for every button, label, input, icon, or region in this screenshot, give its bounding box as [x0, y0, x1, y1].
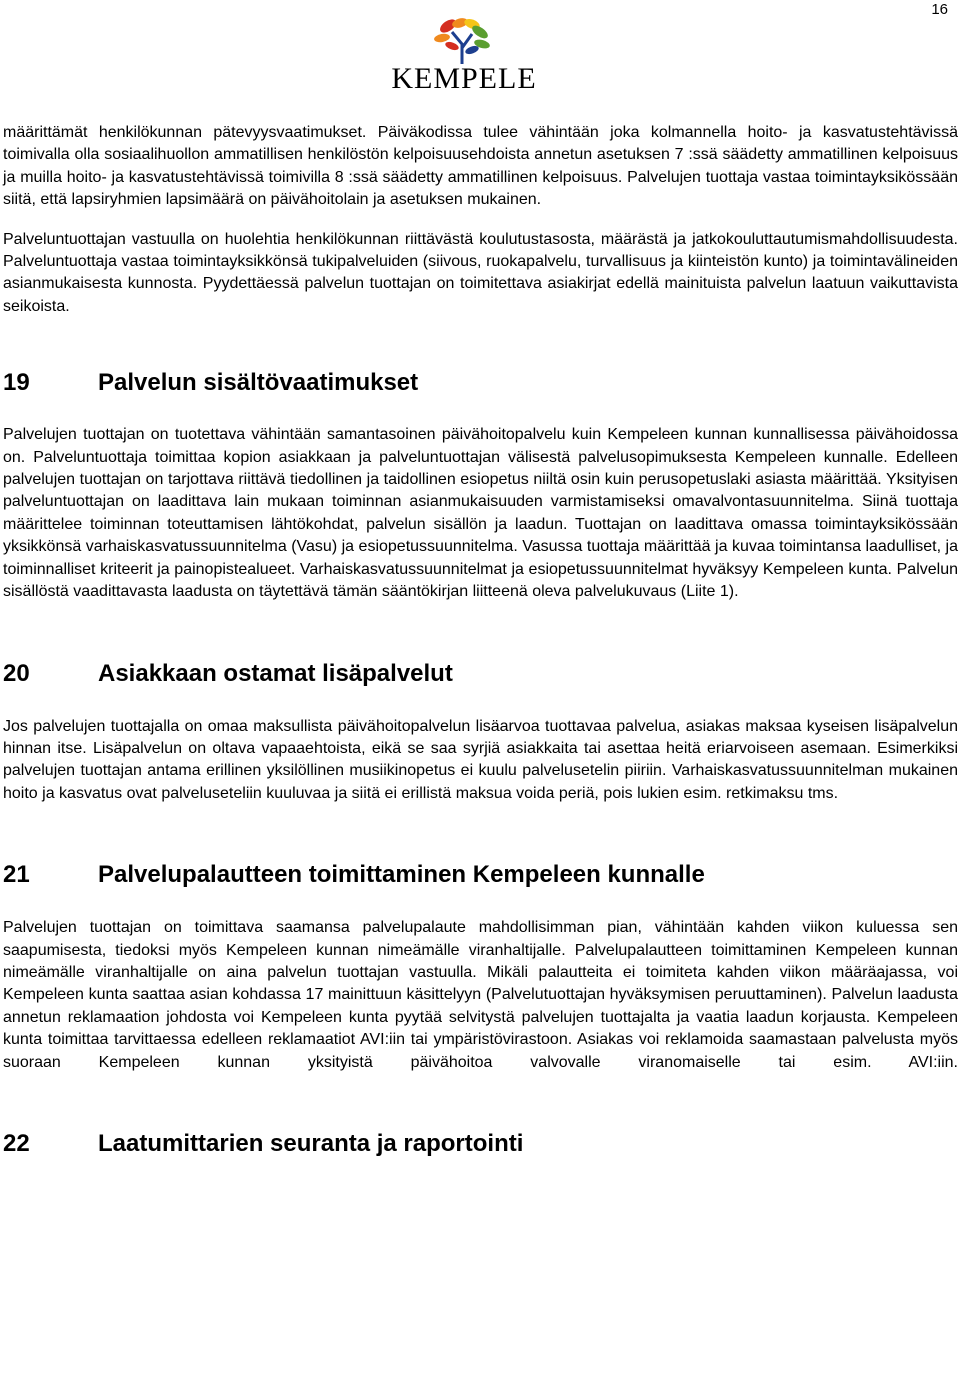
- kempele-logo: [384, 18, 544, 95]
- section-number: 19: [3, 369, 30, 397]
- paragraph: Palvelujen tuottajan on tuotettava vähintään samantasoinen päivähoitopalvelu kuin Kempeleen kunnan kunnallisessa päivähoidossa on. Palveluntuottaja toimittaa kopion asiakkaan ja palveluntuottajan välisestä palvelusopimuksesta Kempeleen kunnalle. Edelleen palvelujen tuottajan on tarjottava riittävä tiedollinen ja taidollinen esiopetus niiltä osin kuin perusopetuslaki asiasta määrittää. Yksityisen palveluntuottajan on laadittava lain mukaan toiminnan asianmukaisuuden varmistamiseksi omavalvontasuunnitelma. Siinä tuottaja määrittelee toiminnan toteuttamisen lähtökohdat, palvelun sisällön ja laadun. Tuottajan on laadittava omassa toimintayksikössään yksikkönsä varhaiskasvatussuunnitelma (Vasu) ja esiopetussuunnitelma. Vasussa tuottaja määrittää ja kuvaa toimintansa laadulliset, ja toiminnalliset kriteerit ja painopistealueet. Varhaiskasvatussuunnitelmat ja esiopetussuunnitelmat hyväksyy Kempeleen kunta. Palvelun sisällöstä vaadittavasta laadusta on täytettävä tämän sääntökirjan liitteenä oleva palvelukuvaus (Liite 1).: [3, 426, 958, 601]
- section-heading: [3, 368, 958, 398]
- document-body: [3, 122, 958, 1159]
- paragraph: Palvelujen tuottajan on toimittava saamansa palvelupalaute mahdollisimman pian, vähintään kahden viikon kuluessa sen saapumisesta, tiedoksi myös Kempeleen kunnan nimeämälle viranhaltijalle. Palvelupalautteen toimittaminen Kempeleen kunnan nimeämälle viranhaltijalle on aina palvelun tuottajan vastuulla. Mikäli palautteita ei toimiteta kahden viikon määräajassa, voi Kempeleen kunta saattaa asian kohdassa 17 mainittuun käsittelyyn (Palvelutuottajan hyväksymisen peruuttaminen). Palvelun laadusta annetun reklamaation johdosta voi Kempeleen kunta pyytää selvitystä palvelujen tuottajalta ja vaatia laadun korjausta. Kempeleen kunta toimittaa tarvittaessa edelleen reklamaatiot AVI:iin tai ympäristövirastoon. Asiakas voi reklamoida saamastaan palvelusta myös suoraan Kempeleen kunnan yksityistä päivähoitoa valvovalle viranomaiselle tai esim. AVI:iin.: [3, 919, 958, 1071]
- section-number: 22: [3, 1129, 30, 1157]
- section-heading: [3, 1129, 958, 1159]
- section-number: 20: [3, 659, 30, 687]
- tree-icon: [434, 18, 492, 64]
- section-title: Asiakkaan ostamat lisäpalvelut: [98, 659, 453, 687]
- section-heading: [3, 659, 958, 689]
- section-number: 21: [3, 861, 30, 889]
- section-title: Laatumittarien seuranta ja raportointi: [98, 1129, 524, 1157]
- paragraph: Palveluntuottajan vastuulla on huolehtia henkilökunnan riittävästä koulutustasosta, määrästä ja jatkokouluttautumismahdollisuudesta. Palveluntuottaja vastaa toimintayksikkönsä tukipalveluiden (siivous, ruokapalvelu, turvallisuus ja kiinteistön kunto) ja toimintavälineiden asianmukaisesta kunnosta. Pyydettäessä palvelun tuottajan on toimitettava asiakirjat edellä mainituista palvelun laatuun vaikuttavista seikoista.: [3, 230, 958, 315]
- page-number: 16: [931, 1, 948, 18]
- paragraph: määrittämät henkilökunnan pätevyysvaatimukset. Päiväkodissa tulee vähintään joka kolmannella hoito- ja kasvatustehtävissä toimivalla olla sosiaalihuollon ammatillisen henkilöstön kelpoisuusehdoista annetun asetuksen 7 :ssä säädetty ammatillinen kelpoisuus ja muilla hoito- ja kasvatustehtävissä toimivilla 8 :ssä säädetty ammatillinen kelpoisuus. Palvelujen tuottaja vastaa toimintayksikössään siitä, että lapsiryhmien lapsimäärä on päivähoitolain ja asetuksen mukainen.: [3, 124, 958, 209]
- logo-text: KEMPELE: [391, 62, 537, 95]
- section-title: Palvelupalautteen toimittaminen Kempeleen kunnalle: [98, 861, 705, 889]
- paragraph: Jos palvelujen tuottajalla on omaa maksullista päivähoitopalvelun lisäarvoa tuottavaa palvelua, asiakas maksaa kyseisen lisäpalvelun hinnan itse. Lisäpalvelun on oltava vapaaehtoista, eikä se saa syrjiä asiakkaita tai asettaa heitä eriarvoiseen asemaan. Esimerkiksi palvelujen tuottajan antama erillinen yksilöllinen musiikinopetus ei kuulu palvelusetelin piiriin. Varhaiskasvatussuunnitelman mukainen hoito ja kasvatus ovat palveluseteliin kuuluvaa ja siitä ei erillistä maksua voida periä, pois lukien esim. retkimaksu tms.: [3, 717, 958, 802]
- section-heading: [3, 860, 958, 890]
- section-title: Palvelun sisältövaatimukset: [98, 369, 419, 397]
